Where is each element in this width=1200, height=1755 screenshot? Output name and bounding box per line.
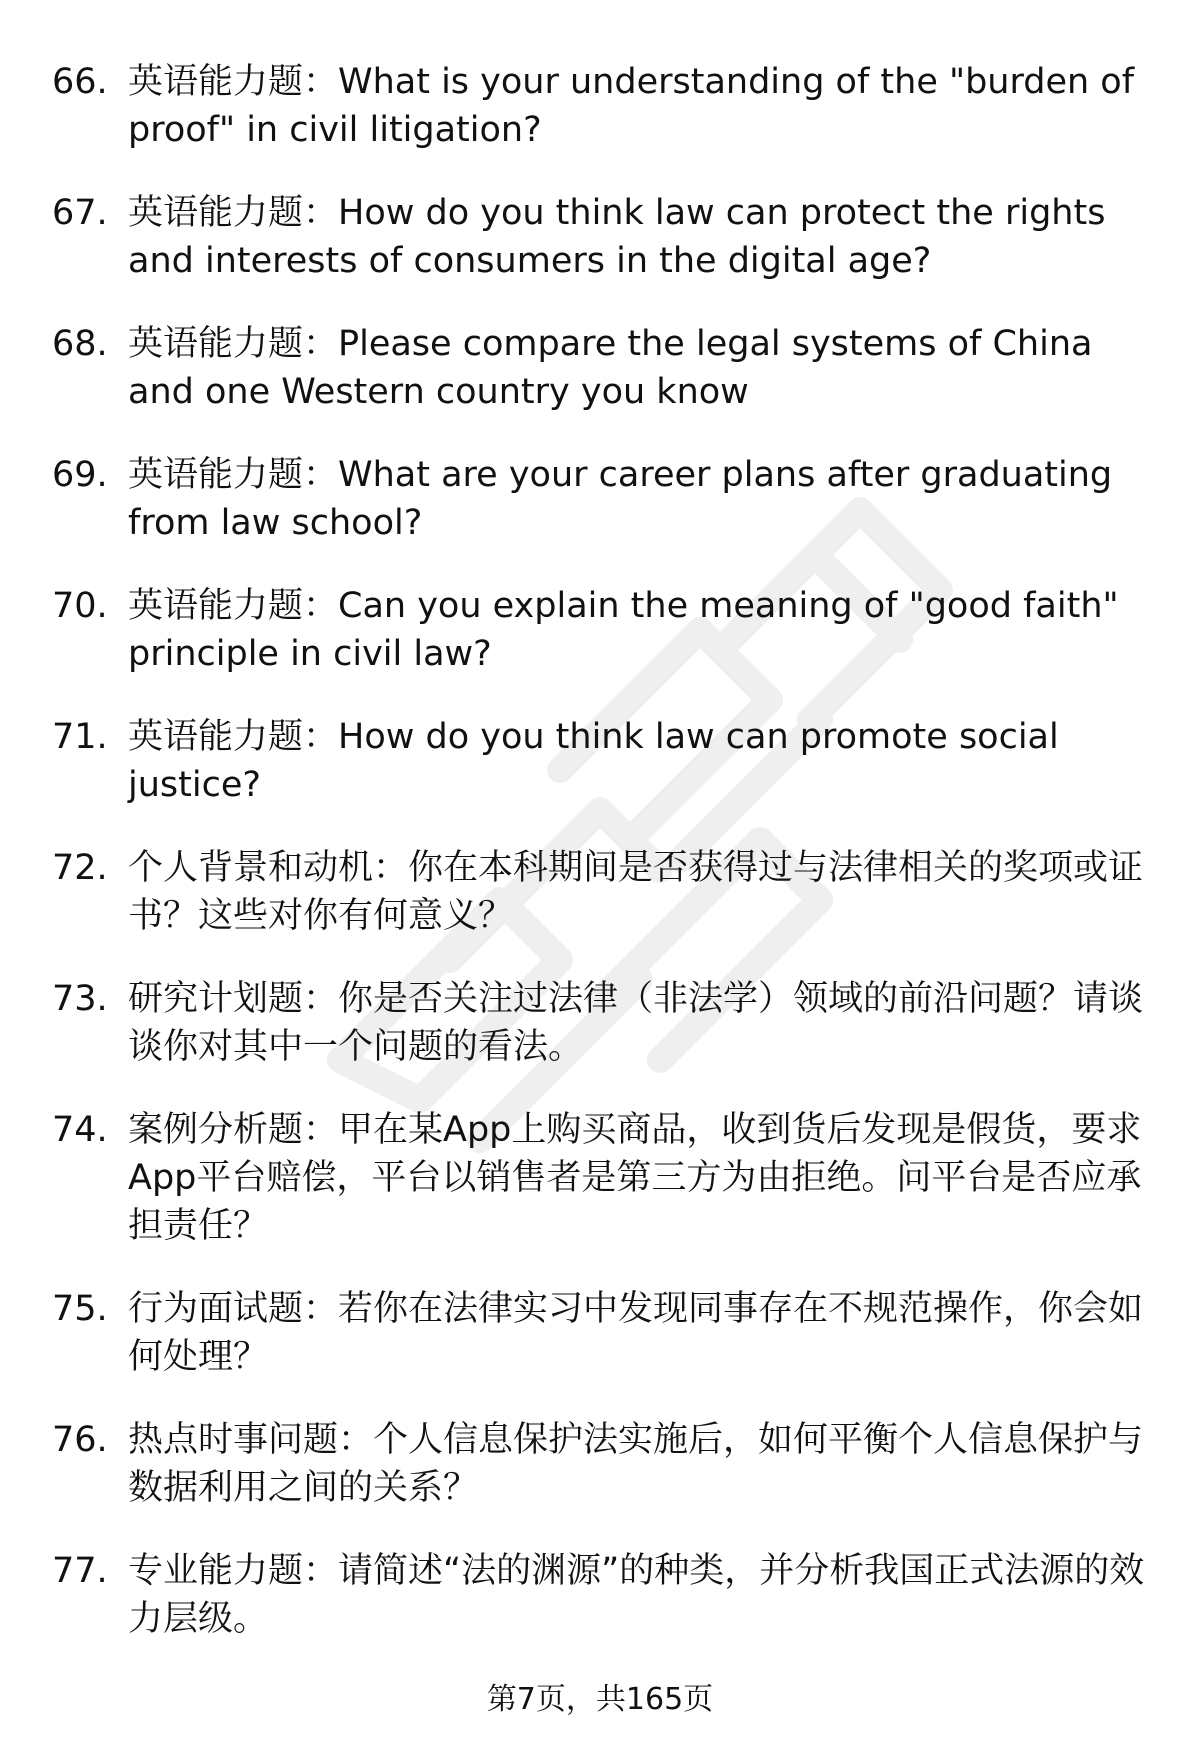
question-text: 英语能力题：Please compare the legal systems of China and one Western country you know (128, 324, 1093, 412)
question-item (52, 451, 1162, 547)
question-item (52, 1416, 1162, 1512)
question-item (52, 189, 1162, 285)
question-item (52, 975, 1162, 1071)
question-number: 73. (52, 979, 108, 1019)
question-number: 75. (52, 1289, 108, 1329)
question-item (52, 1106, 1162, 1250)
question-number: 74. (52, 1110, 108, 1150)
question-text: 英语能力题：How do you think law can promote social justice? (128, 717, 1059, 805)
question-item (52, 844, 1162, 940)
question-number: 66. (52, 62, 108, 102)
question-number: 68. (52, 324, 108, 364)
question-text: 案例分析题：甲在某App上购买商品，收到货后发现是假货，要求App平台赔偿，平台以销售者是第三方为由拒绝。问平台是否应承担责任？ (128, 1110, 1142, 1246)
question-text: 英语能力题：Can you explain the meaning of "good faith" principle in civil law? (128, 586, 1119, 674)
question-text: 专业能力题：请简述“法的渊源”的种类，并分析我国正式法源的效力层级。 (128, 1551, 1145, 1639)
question-number: 67. (52, 193, 108, 233)
question-text: 个人背景和动机：你在本科期间是否获得过与法律相关的奖项或证书？这些对你有何意义？ (128, 848, 1144, 936)
question-number: 70. (52, 586, 108, 626)
question-number: 71. (52, 717, 108, 757)
page-number-footer: 第7页，共165页 (486, 1682, 714, 1717)
question-item (52, 713, 1162, 809)
question-item (52, 1285, 1162, 1381)
question-item (52, 320, 1162, 416)
question-item (52, 582, 1162, 678)
question-text: 英语能力题：What are your career plans after graduating from law school? (128, 455, 1113, 543)
question-text: 行为面试题：若你在法律实习中发现同事存在不规范操作，你会如何处理？ (128, 1289, 1144, 1377)
question-text: 英语能力题：How do you think law can protect the rights and interests of consumers in the digital age? (128, 193, 1106, 281)
question-number: 69. (52, 455, 108, 495)
question-text: 英语能力题：What is your understanding of the "burden of proof" in civil litigation? (128, 62, 1135, 150)
question-text: 研究计划题：你是否关注过法律（非法学）领域的前沿问题？请谈谈你对其中一个问题的看法。 (128, 979, 1144, 1067)
question-item (52, 1547, 1162, 1643)
question-number: 77. (52, 1551, 108, 1591)
question-number: 72. (52, 848, 108, 888)
question-item (52, 58, 1162, 154)
question-list (52, 58, 1162, 1678)
question-number: 76. (52, 1420, 108, 1460)
question-text: 热点时事问题：个人信息保护法实施后，如何平衡个人信息保护与数据利用之间的关系？ (128, 1420, 1144, 1508)
